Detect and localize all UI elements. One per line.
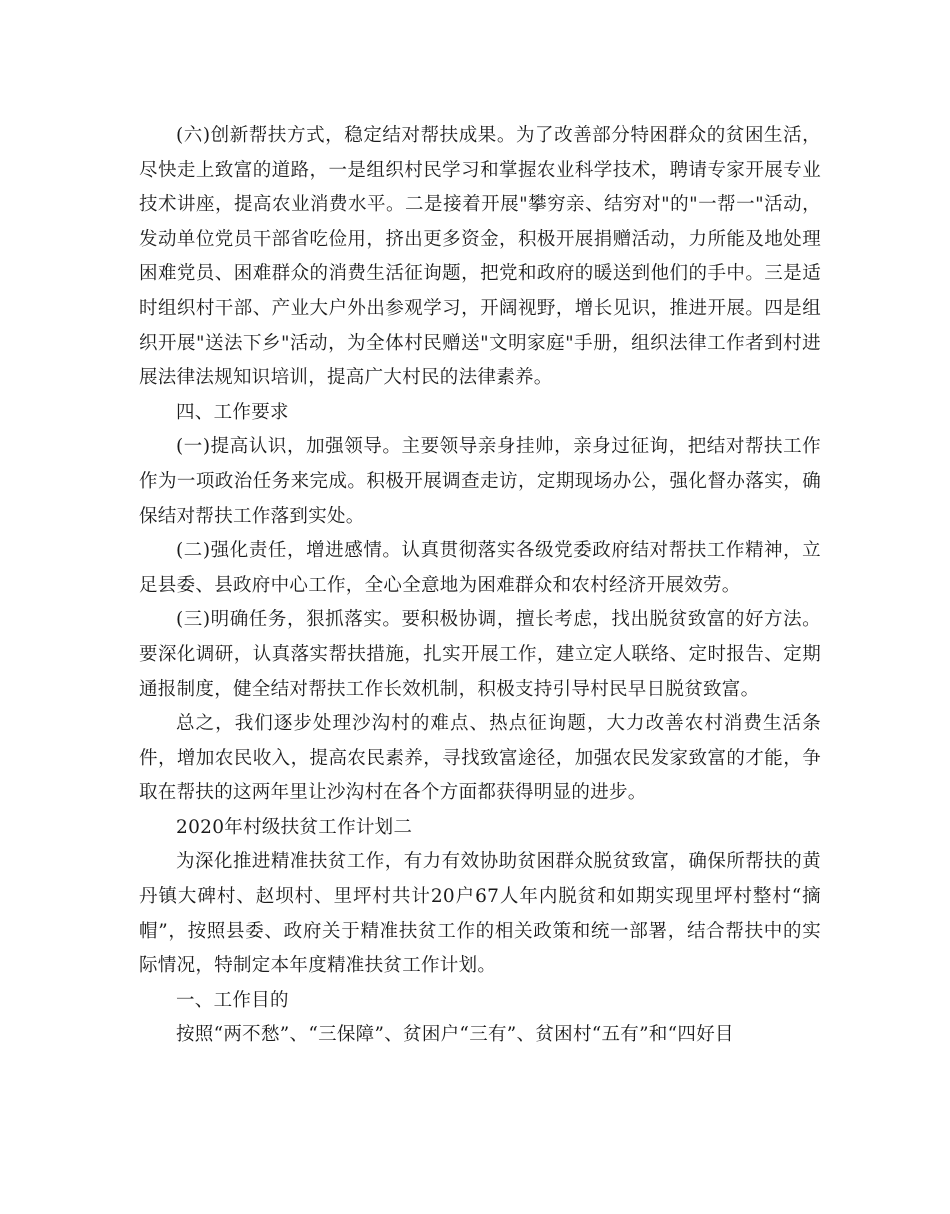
paragraph-goals-start: 按照“两不愁”、“三保障”、贫困户“三有”、贫困村“五有”和“四好目 xyxy=(176,1024,734,1046)
heading-work-requirements: 四、工作要求 xyxy=(176,401,289,423)
paragraph-raise-awareness: (一)提高认识，加强领导。主要领导亲身挂帅，亲身过征询，把结对帮扶工作作为一项政治任务来完成。积极开展调查走访，定期现场办公，强化督办落实，确保结对帮扶工作落到实处。 xyxy=(139,436,821,527)
paragraph-summary: 总之，我们逐步处理沙沟村的难点、热点征询题，大力改善农村消费生活条件，增加农民收入，提高农民素养，寻找致富途径，加强农民发家致富的才能，争取在帮扶的这两年里让沙沟村在各个方面都获得明显的进步。 xyxy=(139,713,821,804)
paragraph-plan-intro: 为深化推进精准扶贫工作，有力有效协助贫困群众脱贫致富，确保所帮扶的黄丹镇大碑村、赵坝村、里坪村共计20户67人年内脱贫和如期实现里坪村整村“摘帽”，按照县委、政府关于精准扶贫工作的相关政策和统一部署，结合帮扶中的实际情况，特制定本年度精准扶贫工作计划。 xyxy=(139,851,821,977)
heading-work-goals: 一、工作目的 xyxy=(176,989,289,1011)
paragraph-strengthen-responsibility: (二)强化责任，增进感情。认真贯彻落实各级党委政府结对帮扶工作精神，立足县委、县政府中心工作，全心全意地为困难群众和农村经济开展效劳。 xyxy=(139,540,821,596)
document-body xyxy=(139,119,821,1053)
paragraph-innovate-assistance: (六)创新帮扶方式，稳定结对帮扶成果。为了改善部分特困群众的贫困生活，尽快走上致富的道路，一是组织村民学习和掌握农业科学技术，聘请专家开展专业技术讲座，提高农业消费水平。二是接着开展"攀穷亲、结穷对"的"一帮一"活动，发动单位党员干部省吃俭用，挤出更多资金，积极开展捐赠活动，力所能及地处理困难党员、困难群众的消费生活征询题，把党和政府的暖送到他们的手中。三是适时组织村干部、产业大户外出参观学习，开阔视野，增长见识，推进开展。四是组织开展"送法下乡"活动，为全体村民赠送"文明家庭"手册，组织法律工作者到村进展法律法规知识培训，提高广大村民的法律素养。 xyxy=(139,125,821,389)
paragraph-clarify-tasks: (三)明确任务，狠抓落实。要积极协调，擅长考虑，找出脱贫致富的好方法。要深化调研，认真落实帮扶措施，扎实开展工作，建立定人联络、定时报告、定期通报制度，健全结对帮扶工作长效机制，积极支持引导村民早日脱贫致富。 xyxy=(139,609,821,700)
heading-plan-two: 2020年村级扶贫工作计划二 xyxy=(176,816,413,838)
